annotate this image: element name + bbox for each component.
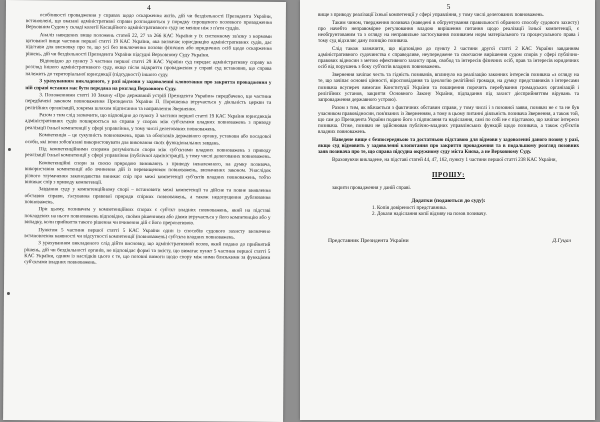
attachments-heading: Додатки (подаються до суду): [411, 198, 486, 205]
paragraph: Аналіз наведених вище положень статей 22, 27 та 266 КАС України у їх системному зв'язку з нормами цитованої вище частини першої статті 19 КАС України, яка визначає юрисдикцію адміністративних судів, дає підстави для висновку про те, що усі без виключення позови фізичних або юридичних осіб щодо оскарження рішень, дій чи бездіяльності Президента України підсудні Верховному Суду України. [25, 32, 272, 58]
paragraph: Компетенційні спори за своєю природою виникають з приводу неналежного, на думку позивача, використання компетенції або вчинення дій із перевищенням повноважень, визначених законом. Унаслідок різного тлумачення законодавства виникає спір про межі компетенції суб'єктів владних повноважень, тобто виникає спір з приводу компетенції. [24, 160, 271, 186]
signatory-name: Д.Гуцал [552, 237, 571, 244]
paragraph: Під компетенційними спорами розуміються спори між суб'єктами владних повноважень з приводу реалізації їхньої компетенції у сфері управління (публічної адміністрації), у тому числі делегованих повноважень. [24, 146, 271, 161]
paragraph: Відповідно до пункту 3 частини першої статті 29 КАС України суд передає адміністративну справу на розгляд іншого адміністративного суду, якщо після відкриття провадження у справі суд встановив, що справа належить до територіальної юрисдикції (підсудності) іншого суду. [25, 58, 272, 78]
document-page-5 [300, 0, 595, 420]
paragraph: Враховуючи викладене, на підставі статей 44, 47, 162, пункту 1 частини першої статті 238 КАС України, [332, 157, 557, 163]
paragraph: Слід також зазначити, що відповідно до пункту 2 частини другої статті 2 КАС України завданням адміністративного судочинства є справедливе, неупереджене та своєчасне вирішення судом спорів у сфері публічно-правових відносин з метою ефективного захисту прав, свобод та інтересів фізичних осіб, прав та інтересів юридичних осіб від порушень з боку суб'єктів владних повноважень. [318, 45, 579, 71]
paragraph: Разом з тим, як вбачається з фактичних обставин справи, у тому числі і з позовної заяви, позивач не є та не був учасником правовідносин, пов'язаних із Зверненням, а тому в цьому питанні діяльність позивача Звернення, а також той, що сам до Президента України подано його з підписання та надіслання, самі по собі не є підставою, що зачіпає інтереси позивача. Отже, позивач не здійснював публічно-владних управлінських функцій щодо позивача, а також суб'єктів владних повноважень. [318, 104, 579, 136]
paragraph: 3. Положеннями статті 10 Закону «Про державний устрій Президента України» передбачено, що частини передбачені законом повноваження Президента України П. Порошенка втручається у діяльність церкви та релігійних організацій, зокрема шляхом підписання та направлення Звернення. [25, 92, 272, 112]
paragraph: Компетенція – це сукупність повноважень, прав та обов'язків державного органу, установи або посадової особи, які вони зобов'язані використовувати для виконання своїх функціональних завдань. [24, 132, 272, 147]
paragraph-bold: Наведене вище є безпосередньою та достатньою підставою для відмови у задоволенні даного позову у разі, якщо суд відмовить у задоволенні клопотання про закриття провадження та в подальшому розгляд позовних заяв позивача про те, що справа підсудна окружному суду міста Києва, а не Верховному Суду. [318, 136, 579, 156]
attachment-item: 1. Копія довіреності представника. [372, 205, 447, 212]
paragraph: особливості провадження у справах щодо оскарження актів, дій чи бездіяльності Президента України, встановлені, що вказані адміністративні справи розглядаються у порядку спрощеного позовного провадження Верховним Судом у складі колегії Касаційного адміністративного суду не менше ніж з п'яти суддів. [25, 12, 272, 32]
page-4-content [4, 0, 286, 267]
request-heading: ПРОШУ: [431, 171, 465, 180]
signature-block [318, 238, 579, 244]
scan-punch-mark [7, 292, 10, 295]
signatory-role: Представник Президента України [328, 237, 409, 244]
paragraph: При цьому, позивачем у компетенційних спорах є суб'єкт владних повноважень, який на підставі покладених на нього повноважень відповідно, своїми рішеннями або діями втручається у його компетенцію або у випадку, коли прийняття такого рішення чи вчинення дій є його прерогативою. [24, 206, 271, 227]
paragraph: З урахуванням викладеного слід дійти висновку, що адміністративний позов, який подано до прийнятий рішень, дій чи бездіяльності органів, не відповідає формі та змісту, що вимагає пункт 5 частини першої статті 5 КАС України, одним із наслідків цього є те, що позовні вимоги щодо спору між ними близькими за функціями суб'єктами владних повноважень. [24, 240, 271, 266]
paragraph: Звернення зачіпає честь та гідність позивачів, вплинуло на реалізацію законних інтересів позивача «з огляду на те, що зачіпає основні цінності, віросповідання та ідеологію релігійної громади, на думку представників з інтересами позивача всупереч вимогам Конституції України та поширення порочить перебування громадських організацій і релігійних установ, закриття Основного Закону України, підпадання під захист дієсприйняттям вірувань та запровадження державного устрою). [318, 72, 579, 103]
paragraph-bold: З урахуванням викладеного, у разі відмови у задоволенні клопотання про закриття провадження у ній справі остання має бути передана на розгляд Верховного Суду. [25, 78, 272, 92]
paragraph: Пунктом 5 частини першої статті 5 КАС України один із способів судового захисту визначено встановлення наявності чи відсутності компетенції (повноважень) суб'єкта владних повноважень. [24, 226, 271, 241]
request-text: закрити провадження у даній справі. [332, 185, 412, 192]
paragraph: Таким чином, твердження позивача (наведені в обґрунтування правильності обраного способу судового захисту) про начебто неправомірне регулювання владою вирішення питання щодо реалізації їхньої компетенції, є необґрунтованим та з огляду на неправильне застосування позивачем норм матеріального та процесуального права і тому суд відхиляє дану позицію позивача. [318, 19, 579, 45]
page-5-content [300, 0, 595, 244]
document-page-4 [3, 0, 286, 422]
scan-punch-mark [8, 148, 11, 151]
paragraph: вище з приводу реалізації їхньої компетенції у сфері управління, у тому числі делегованих повноважень. [318, 12, 544, 18]
paragraph: Завдання суду у компетенційному спорі – встановити межі компетенції та дійсне та повне виявлення обставин справи, з'ясування правової природи спірних повноважень, а також недопущення дублювання повноважень. [24, 186, 271, 206]
page-number: 5 [446, 2, 451, 11]
attachment-item: 2. Докази надіслання копії відзиву на позов позивачу. [372, 211, 487, 218]
paragraph: Разом з тим слід зазначити, що відповідно до пункту 3 частини першої статті 19 КАС України юрисдикція адміністративних судів поширюється на справи у спорах між суб'єктами владних повноважень з приводу реалізації їхньої компетенції у сфері управління, у тому числі делегованих повноважень. [25, 112, 272, 133]
page-number: 4 [147, 2, 151, 13]
